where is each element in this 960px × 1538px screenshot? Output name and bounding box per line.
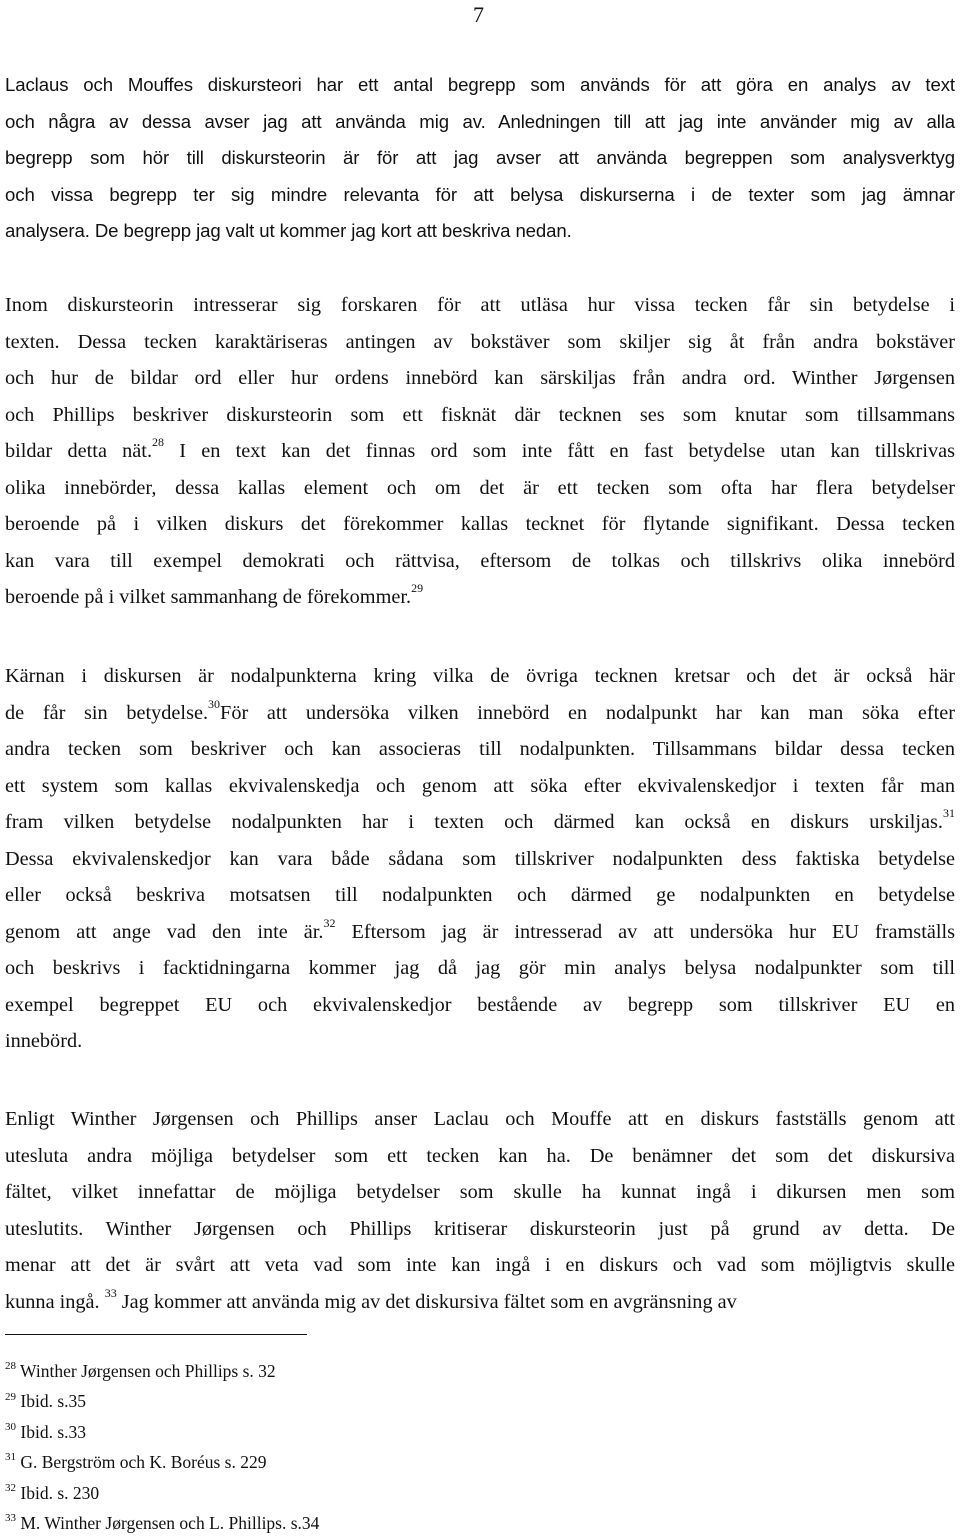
text-segment: För att undersöka vilken innebörd en nodalpunkt har kan man söka efter: [220, 701, 955, 724]
footnote-28: [5, 1356, 319, 1386]
footnote-reference: 31: [943, 806, 955, 821]
footnote-number: 32: [5, 1481, 16, 1494]
footnote-31: [5, 1447, 319, 1477]
text-line: och hur de bildar ord eller hur ordens innebörd kan särskiljas från andra ord. Winther Jørgensen: [5, 367, 955, 389]
paragraph-2: [5, 287, 955, 616]
footnote-number: 28: [5, 1360, 16, 1373]
text-line: [5, 695, 955, 732]
text-line: och Phillips beskriver diskursteorin som ett fisknät där tecknen ses som knutar som tillsammans: [5, 403, 955, 426]
text-line: och några av dessa avser jag att använda mig av. Anledningen till att jag inte använder mig av alla: [5, 110, 955, 132]
text-line: ett system som kallas ekvivalenskedja och genom att söka efter ekvivalenskedjor i texten får man: [5, 774, 955, 797]
footnote-reference: 29: [411, 581, 424, 596]
footnote-reference: 32: [323, 915, 336, 930]
text-line: och vissa begrepp ter sig mindre relevanta för att belysa diskurserna i de texter som jag ämnar: [5, 183, 955, 205]
footnote-text: M. Winther Jørgensen och L. Phillips. s.34: [16, 1513, 320, 1534]
text-line: beroende på i vilken diskurs det förekommer kallas tecknet för flytande signifikant. Dessa tecken: [5, 513, 955, 535]
text-segment: Eftersom jag är intresserad av att undersöka hur EU framställs: [335, 920, 955, 943]
text-line: [5, 579, 955, 616]
text-segment: beroende på i vilket sammanhang de förekommer.: [5, 586, 412, 608]
text-line: begrepp som hör till diskursteorin är för att jag avser att använda begreppen som analysverktyg: [5, 147, 955, 168]
text-line: uteslutits. Winther Jørgensen och Phillips kritiserar diskursteorin just på grund av detta. De: [5, 1217, 955, 1240]
text-line: fältet, vilket innefattar de möjliga betydelser som skulle ha kunnat ingå i dikursen men som: [5, 1181, 955, 1203]
paragraph-3: [5, 658, 955, 1060]
text-line: Inom diskursteorin intresserar sig forskaren för att utläsa hur vissa tecken får sin betydelse i: [5, 294, 955, 316]
text-line: analysera. De begrepp jag valt ut kommer jag kort att beskriva nedan.: [5, 220, 572, 241]
paragraph-4: [5, 1101, 955, 1320]
text-line: Dessa ekvivalenskedjor kan vara både sådana som tillskriver nodalpunkten dess faktiska betydelse: [5, 847, 955, 870]
footnote-text: Winther Jørgensen och Phillips s. 32: [16, 1361, 276, 1381]
footnote-number: 29: [5, 1390, 16, 1403]
text-line: [5, 914, 955, 951]
text-line: eller också beskriva motsatsen till nodalpunkten och därmed ge nodalpunkten en betydelse: [5, 884, 955, 906]
text-line: [5, 433, 955, 470]
text-line: Laclaus och Mouffes diskursteori har ett antal begrepp som används för att göra en analys av text: [5, 74, 955, 95]
footnote-text: Ibid. s.35: [16, 1391, 86, 1412]
footnote-32: [5, 1478, 319, 1508]
text-line: [5, 804, 955, 841]
text-line: menar att det är svårt att veta vad som inte kan ingå i en diskurs och vad som möjligtvis skulle: [5, 1254, 955, 1276]
footnote-separator: [5, 1334, 307, 1335]
text-segment: de får sin betydelse.: [5, 701, 209, 724]
footnote-29: [5, 1386, 319, 1416]
footnote-30: [5, 1417, 319, 1447]
text-line: Enligt Winther Jørgensen och Phillips anser Laclau och Mouffe att en diskurs fastställs genom att: [5, 1108, 955, 1130]
footnote-text: G. Bergström och K. Boréus s. 229: [16, 1452, 267, 1473]
paragraph-1: [5, 67, 955, 250]
text-line: andra tecken som beskriver och kan associeras till nodalpunkten. Tillsammans bildar dessa tecken: [5, 738, 955, 760]
text-segment: genom att ange vad den inte är.: [5, 920, 324, 943]
footnote-reference: 28: [152, 435, 165, 450]
footnote-text: Ibid. s.33: [16, 1421, 86, 1442]
text-line: innebörd.: [5, 1030, 83, 1052]
text-line: olika innebörder, dessa kallas element och om det är ett tecken som ofta har flera betydelser: [5, 476, 955, 499]
footnotes: [5, 1356, 319, 1538]
footnote-number: 30: [5, 1420, 16, 1433]
text-segment: I en text kan det finnas ord som inte fått en fast betydelse utan kan tillskrivas: [164, 440, 955, 462]
footnote-number: 31: [5, 1451, 16, 1464]
text-segment: Jag kommer att använda mig av det diskursiva fältet som en avgränsning av: [116, 1290, 737, 1313]
footnote-text: Ibid. s. 230: [16, 1482, 100, 1503]
text-line: exempel begreppet EU och ekvivalenskedjor bestående av begrepp som tillskriver EU en: [5, 993, 955, 1016]
text-line: utesluta andra möjliga betydelser som ett tecken kan ha. De benämner det som det diskursiva: [5, 1144, 955, 1167]
text-line: texten. Dessa tecken karaktäriseras antingen av bokstäver som skiljer sig åt från andra bokstäver: [5, 330, 955, 353]
page-number: 7: [473, 2, 484, 27]
footnote-reference: 33: [104, 1285, 117, 1300]
text-line: [5, 1284, 955, 1321]
text-segment: bildar detta nät.: [5, 440, 153, 462]
footnote-number: 33: [5, 1512, 16, 1525]
text-line: kan vara till exempel demokrati och rättvisa, eftersom de tolkas och tillskrivs olika innebörd: [5, 549, 955, 572]
text-segment: kunna ingå.: [5, 1290, 105, 1313]
footnote-33: [5, 1508, 319, 1538]
text-line: Kärnan i diskursen är nodalpunkterna kring vilka de övriga tecknen kretsar och det är också här: [5, 665, 955, 687]
footnote-reference: 30: [208, 696, 221, 711]
text-line: och beskrivs i facktidningarna kommer jag då jag gör min analys belysa nodalpunkter som till: [5, 957, 955, 979]
text-segment: fram vilken betydelse nodalpunkten har i texten och därmed kan också en diskurs urskiljas.: [5, 811, 943, 833]
